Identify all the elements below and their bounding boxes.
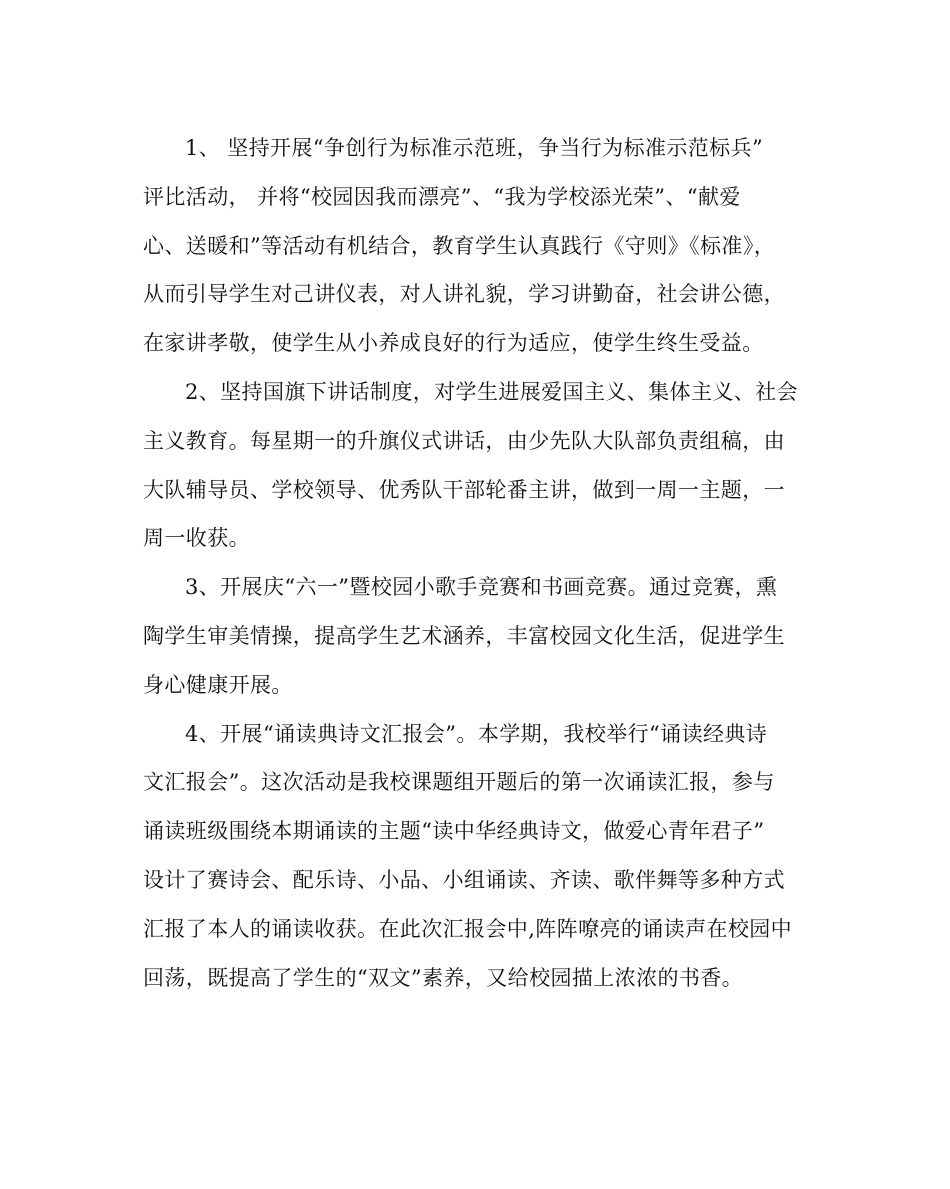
paragraph-4-line-3: 诵读班级围绕本期诵读的主题“读中华经典诗文，做爱心青年君子” xyxy=(143,819,765,843)
paragraph-3-line-1: 3、开展庆“六一”暨校园小歌手竞赛和书画竞赛。通过竞赛，熏 xyxy=(185,575,778,599)
paragraph-1-line-4: 从而引导学生对己讲仪表，对人讲礼貌，学习讲勤奋，社会讲公德， xyxy=(143,282,785,306)
paragraph-3-line-3: 身心健康开展。 xyxy=(143,673,293,697)
paragraph-2-line-4: 周一收获。 xyxy=(143,526,250,550)
paragraph-4-line-6: 回荡，既提高了学生的“双文”素养，又给校园描上浓浓的书香。 xyxy=(143,966,744,990)
paragraph-4-line-1: 4、开展“诵读典诗文汇报会”。本学期，我校举行“诵读经典诗 xyxy=(185,722,768,746)
paragraph-3-line-2: 陶学生审美情操，提高学生艺术涵养，丰富校园文化生活，促进学生 xyxy=(143,624,785,648)
paragraph-4-line-5: 汇报了本人的诵读收获。在此次汇报会中,阵阵嘹亮的诵读声在校园中 xyxy=(143,917,793,941)
paragraph-1-line-1: 1、 坚持开展“争创行为标准示范班，争当行为标准示范标兵” xyxy=(185,136,764,160)
paragraph-2-line-3: 大队辅导员、学校领导、优秀队干部轮番主讲，做到一周一主题，一 xyxy=(143,478,785,502)
paragraph-4-line-2: 文汇报会”。这次活动是我校课题组开题后的第一次诵读汇报，参与 xyxy=(143,770,775,794)
paragraph-1-line-2: 评比活动， 并将“校园因我而漂亮”、“我为学校添光荣”、“献爱 xyxy=(143,185,741,209)
paragraph-1-line-3: 心、送暖和”等活动有机结合，教育学生认真践行《守则》《标准》， xyxy=(143,234,776,258)
paragraph-2-line-2: 主义教育。每星期一的升旗仪式讲话，由少先队大队部负责组稿，由 xyxy=(143,429,785,453)
paragraph-2-line-1: 2、坚持国旗下讲话制度，对学生进展爱国主义、集体主义、社会 xyxy=(185,380,798,404)
paragraph-1-line-5: 在家讲孝敬，使学生从小养成良好的行为适应，使学生终生受益。 xyxy=(143,331,764,355)
paragraph-4-line-4: 设计了赛诗会、配乐诗、小品、小组诵读、齐读、歌伴舞等多种方式 xyxy=(143,868,785,892)
